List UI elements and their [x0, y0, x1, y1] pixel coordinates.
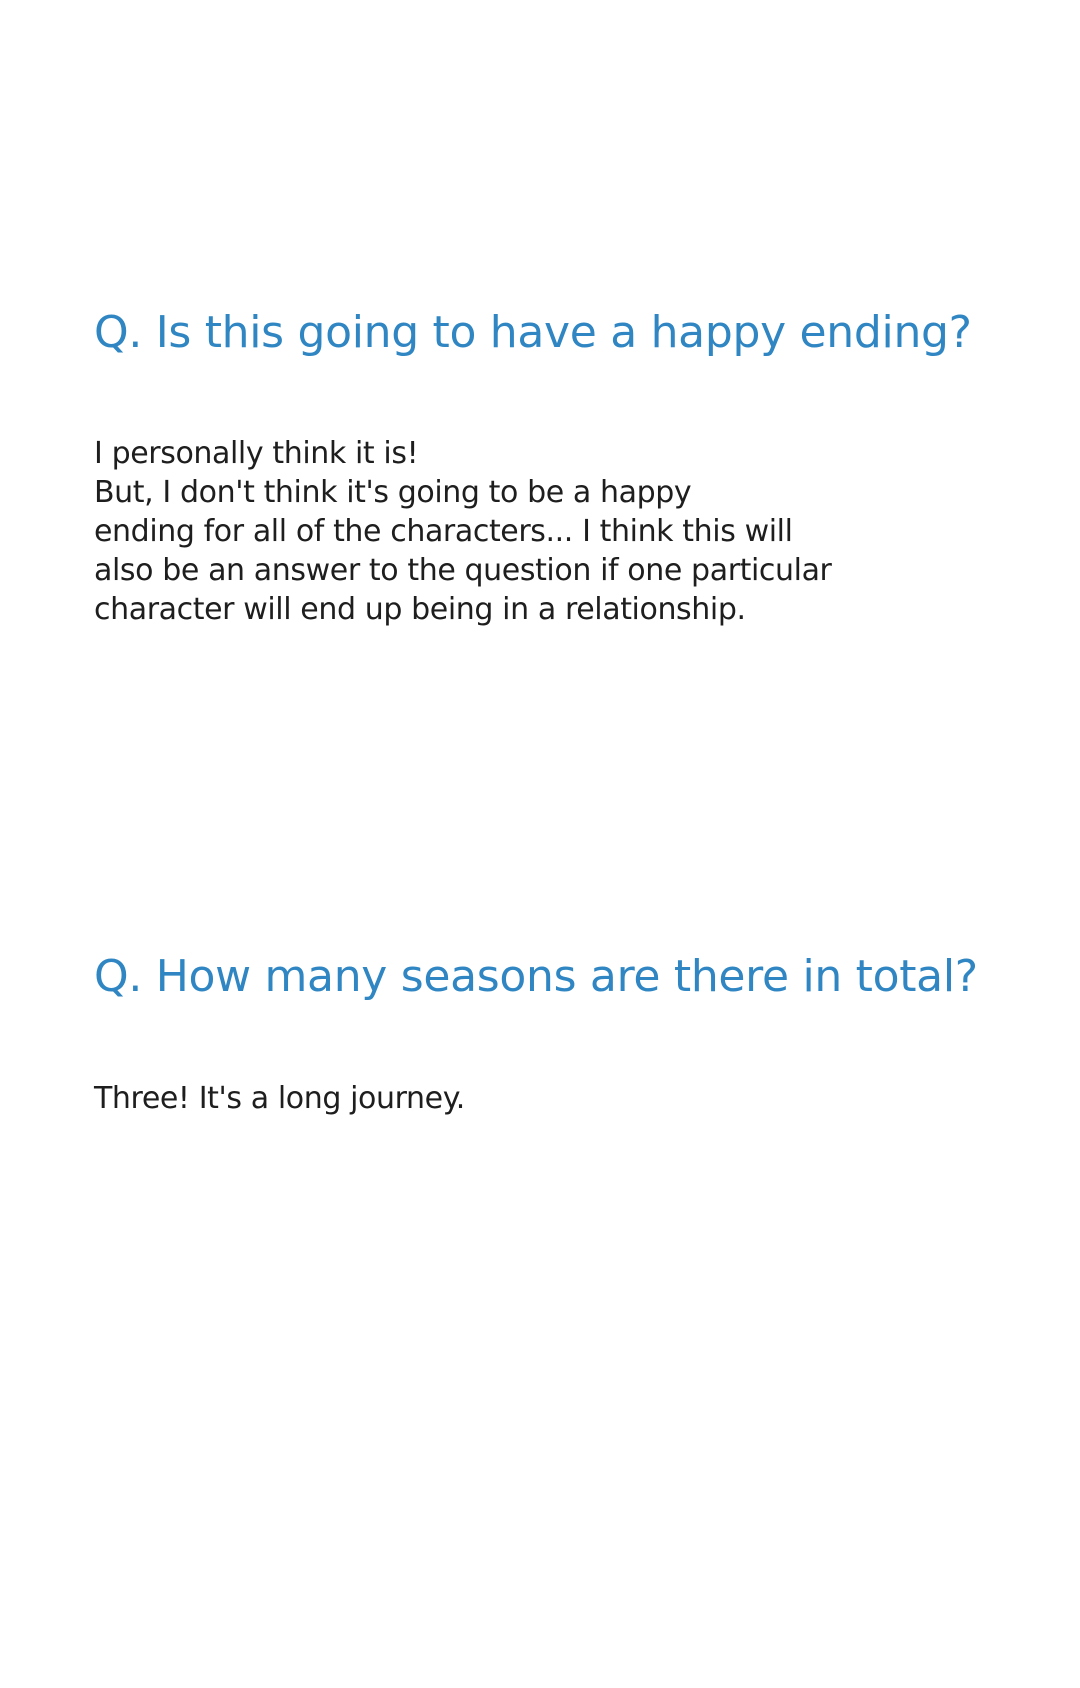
answer-line: also be an answer to the question if one particular [94, 553, 832, 588]
answer-line: I personally think it is! [94, 436, 419, 471]
answer-text [94, 1079, 465, 1118]
question-heading: Q. Is this going to have a happy ending? [94, 307, 972, 358]
answer-line: Three! It's a long journey. [94, 1081, 465, 1116]
answer-line: ending for all of the characters... I think this will [94, 514, 793, 549]
answer-line: But, I don't think it's going to be a happy [94, 475, 692, 510]
answer-line: character will end up being in a relationship. [94, 592, 746, 627]
answer-text [94, 434, 831, 629]
question-heading: Q. How many seasons are there in total? [94, 951, 978, 1002]
